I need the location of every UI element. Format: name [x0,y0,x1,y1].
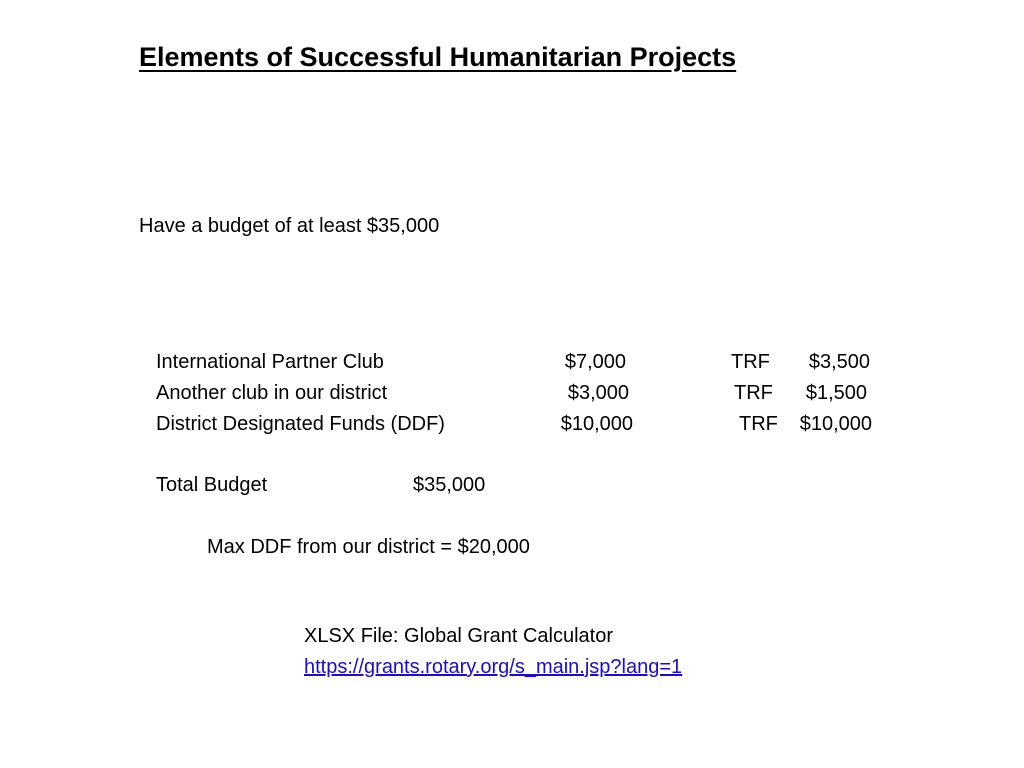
funding-source-row [0,350,1024,374]
funding-source-row [0,381,1024,405]
total-budget-value: $35,000 [413,474,486,496]
grant-calculator-link[interactable]: https://grants.rotary.org/s_main.jsp?lang=1 [304,656,683,678]
funding-source-amount: $7,000 [564,351,626,373]
slide-title: Elements of Successful Humanitarian Projects [139,42,737,72]
funding-source-name: International Partner Club [156,351,384,373]
trf-amount: $10,000 [799,413,872,435]
file-reference: XLSX File: Global Grant Calculator [304,625,614,647]
funding-source-name: Another club in our district [156,382,388,404]
trf-amount: $1,500 [805,382,867,404]
funding-source-amount: $10,000 [560,413,633,435]
trf-label: TRF [739,413,778,435]
budget-statement: Have a budget of at least $35,000 [139,215,440,237]
max-ddf-note: Max DDF from our district = $20,000 [207,536,530,558]
trf-label: TRF [731,351,770,373]
trf-amount: $3,500 [808,351,870,373]
total-budget-label: Total Budget [156,474,268,496]
trf-label: TRF [734,382,773,404]
funding-source-amount: $3,000 [567,382,629,404]
funding-source-name: District Designated Funds (DDF) [156,413,445,435]
funding-source-row [0,412,1024,436]
